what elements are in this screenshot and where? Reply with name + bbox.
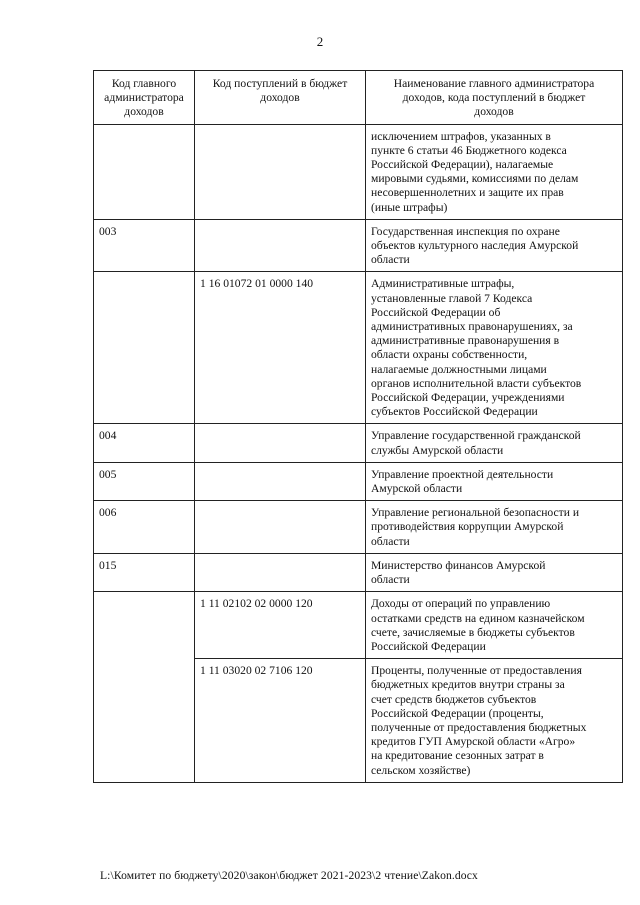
admin-code-cell — [94, 592, 195, 782]
income-code-cell: 1 11 03020 02 7106 120 — [195, 659, 366, 783]
income-code-cell: 1 16 01072 01 0000 140 — [195, 272, 366, 424]
footer-file-path: L:\Комитет по бюджету\2020\закон\бюджет 2021-2023\2 чтение\Zakon.docx — [100, 869, 478, 882]
admin-code-cell: 003 — [94, 219, 195, 272]
income-code-cell — [195, 553, 366, 591]
header-income-code: Код поступлений в бюджет доходов — [195, 71, 366, 125]
table-row — [94, 424, 623, 462]
header-name: Наименование главного администратора доходов, кода поступлений в бюджет доходов — [366, 71, 623, 125]
admin-code-cell: 015 — [94, 553, 195, 591]
header-admin-code: Код главного администратора доходов — [94, 71, 195, 125]
income-code-cell — [195, 219, 366, 272]
name-cell: Управление проектной деятельности Амурской области — [366, 462, 623, 500]
table-row — [94, 553, 623, 591]
admin-code-cell: 005 — [94, 462, 195, 500]
table-row — [94, 124, 623, 219]
page-number: 2 — [316, 34, 324, 49]
table-row — [94, 219, 623, 272]
name-cell: Государственная инспекция по охране объектов культурного наследия Амурской области — [366, 219, 623, 272]
table-row — [94, 501, 623, 554]
admin-code-cell: 004 — [94, 424, 195, 462]
name-cell: исключением штрафов, указанных в пункте 6 статьи 46 Бюджетного кодекса Российской Федерации), налагаемые мировыми судьями, комиссиями по делам несовершеннолетних и защите их прав (иные штрафы) — [366, 124, 623, 219]
income-code-cell — [195, 462, 366, 500]
name-cell: Доходы от операций по управлению остатками средств на едином казначейском счете, зачисляемые в бюджеты субъектов Российской Федерации — [366, 592, 623, 659]
table-header-row — [94, 71, 623, 125]
name-cell: Административные штрафы, установленные главой 7 Кодекса Российской Федерации об административных правонарушениях, за административные правонарушения в области охраны собственности, налагаемые должностными лицами органов исполнительной власти субъектов Российской Федерации, учреждениями субъектов Российской Федерации — [366, 272, 623, 424]
admin-code-cell — [94, 124, 195, 219]
income-code-cell — [195, 124, 366, 219]
name-cell: Проценты, полученные от предоставления бюджетных кредитов внутри страны за счет средств бюджетов субъектов Российской Федерации (проценты, полученные от предоставления бюджетных кредитов ГУП Амурской области «Агро» на кредитование сезонных затрат в сельском хозяйстве) — [366, 659, 623, 783]
name-cell: Управление государственной гражданской службы Амурской области — [366, 424, 623, 462]
admin-code-cell: 006 — [94, 501, 195, 554]
table-row — [94, 592, 623, 659]
income-code-cell: 1 11 02102 02 0000 120 — [195, 592, 366, 659]
income-code-cell — [195, 424, 366, 462]
budget-table — [93, 70, 623, 783]
income-code-cell — [195, 501, 366, 554]
name-cell: Министерство финансов Амурской области — [366, 553, 623, 591]
table-row — [94, 272, 623, 424]
table-row — [94, 462, 623, 500]
name-cell: Управление региональной безопасности и противодействия коррупции Амурской области — [366, 501, 623, 554]
admin-code-cell — [94, 272, 195, 424]
